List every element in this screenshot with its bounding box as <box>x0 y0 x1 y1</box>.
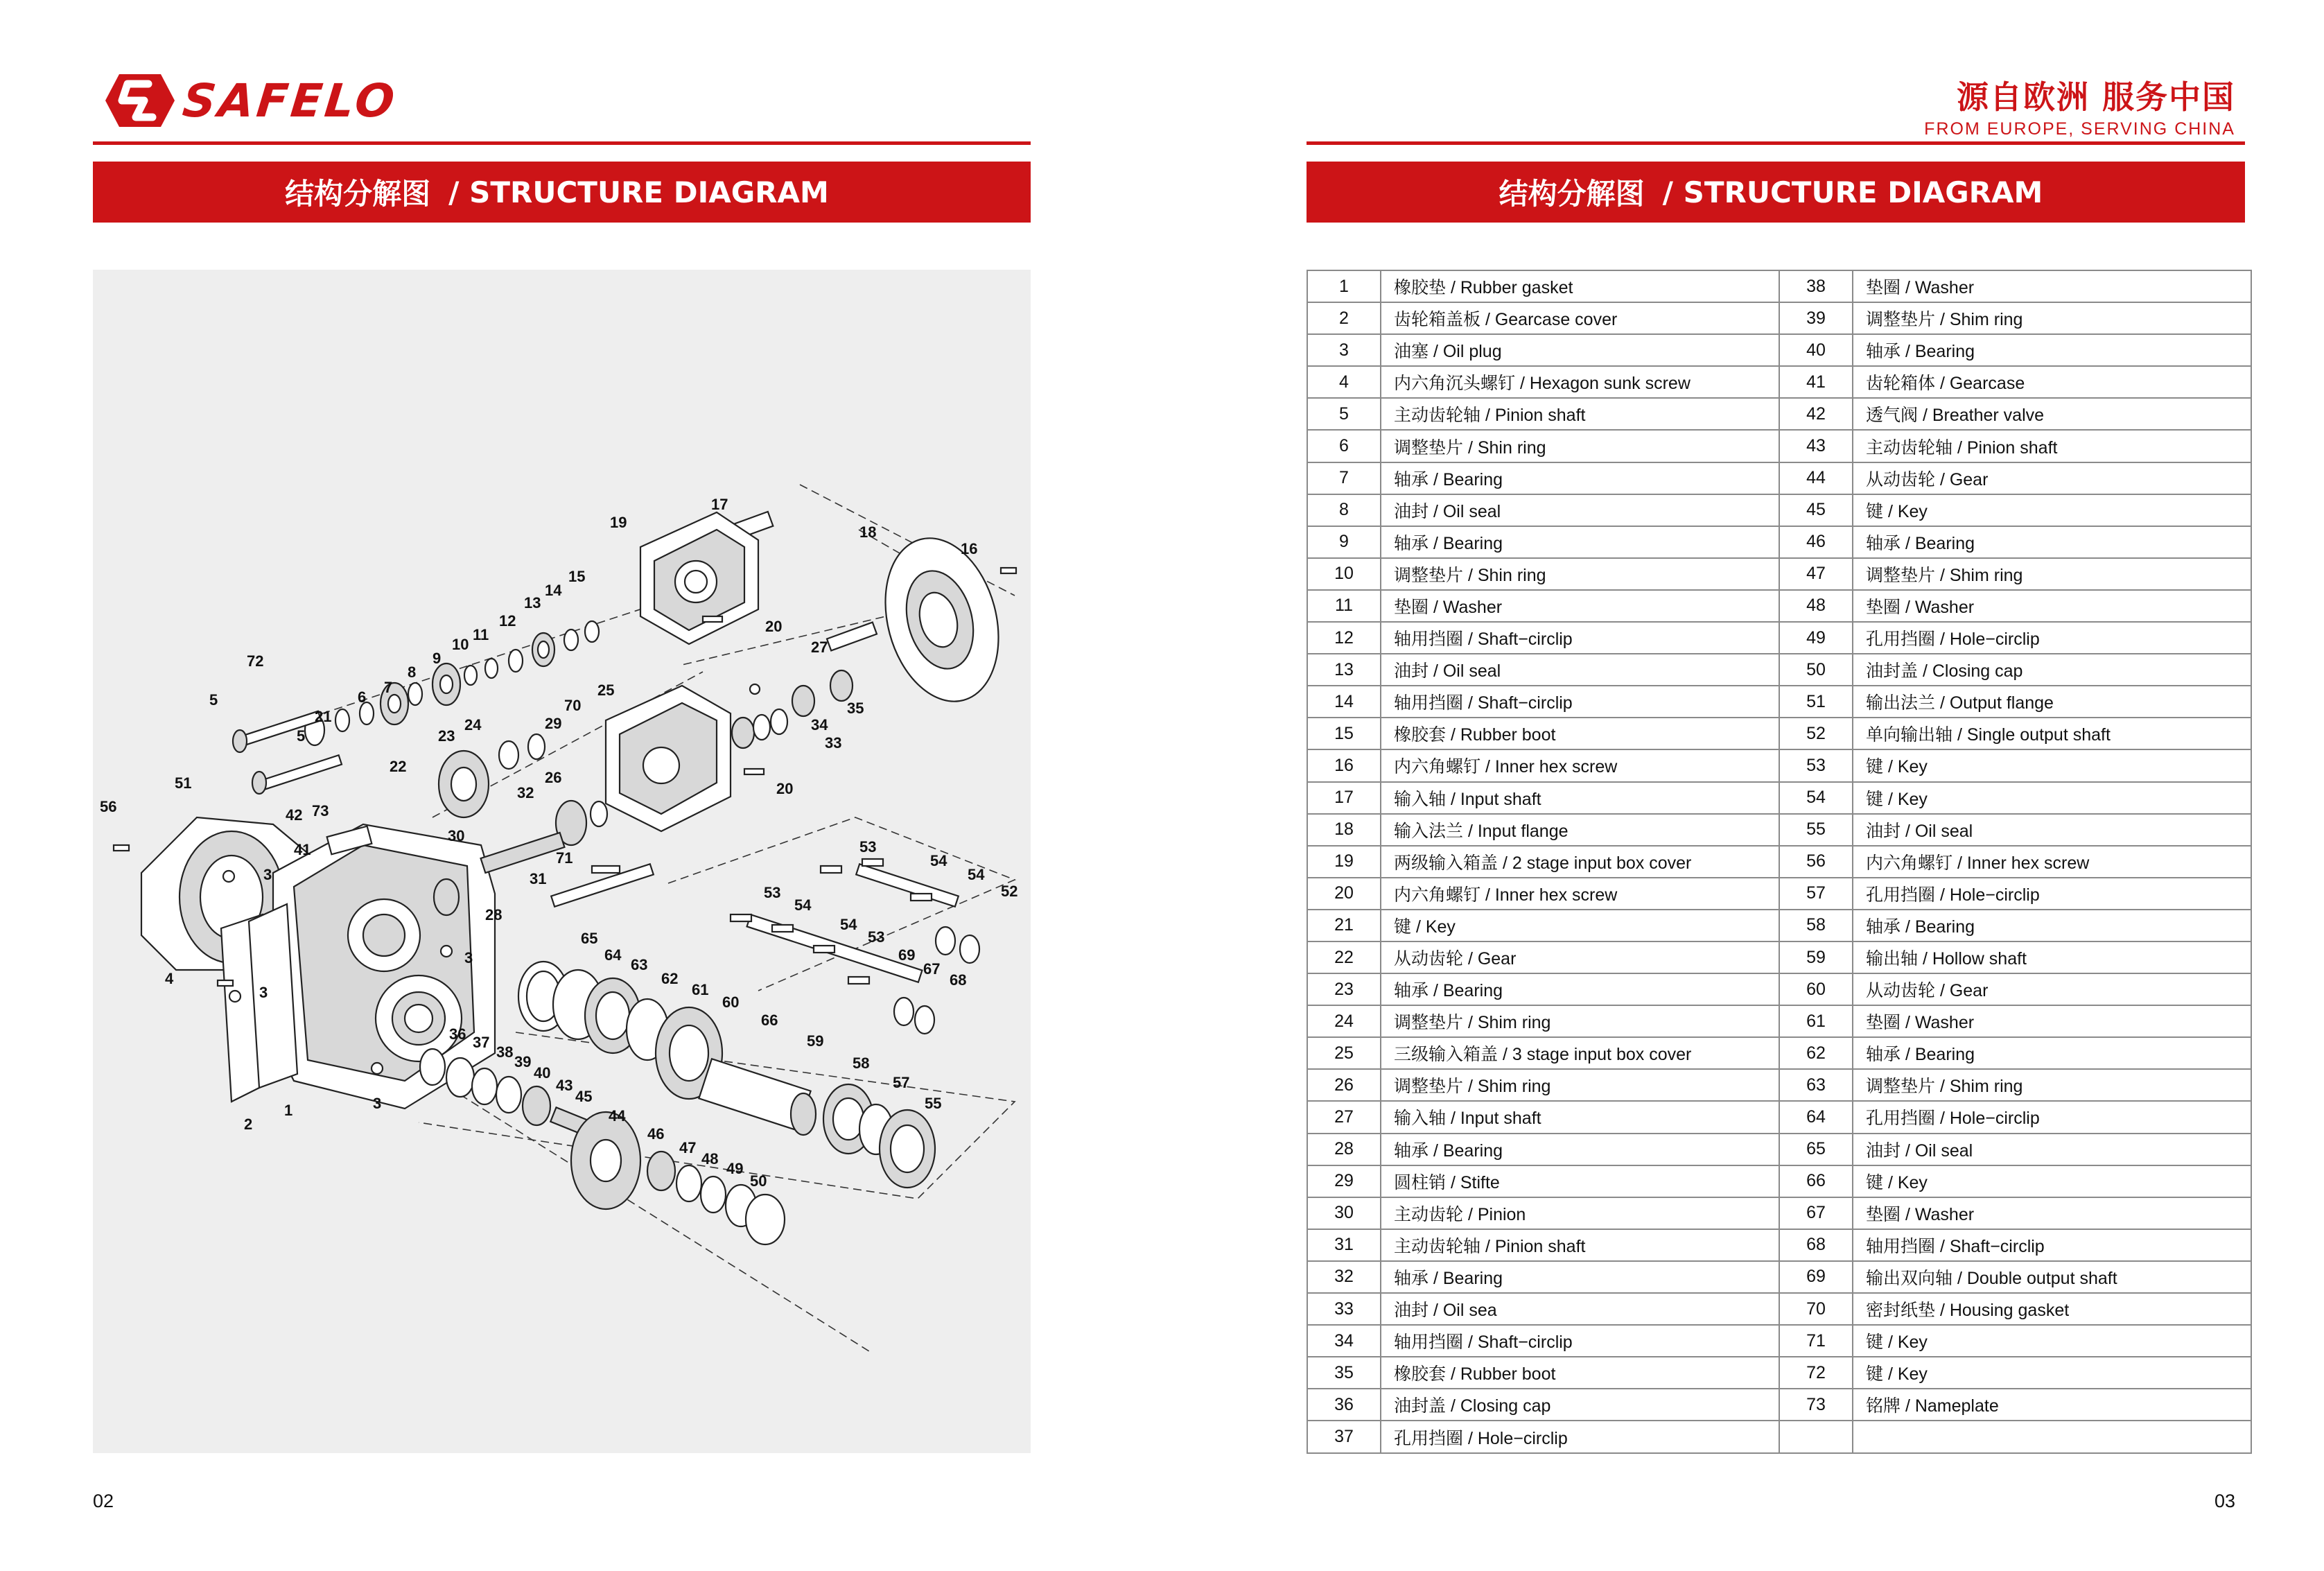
part-description-cell: 橡胶垫 / Rubber gasket <box>1381 270 1779 302</box>
callout-67: 67 <box>923 960 941 978</box>
callout-42: 42 <box>286 806 303 824</box>
callout-28: 28 <box>485 906 503 923</box>
callout-29: 29 <box>545 715 562 732</box>
part-number-cell: 20 <box>1307 878 1381 910</box>
callout-46: 46 <box>647 1125 665 1143</box>
table-row <box>1307 1005 2251 1037</box>
table-row <box>1307 1101 2251 1133</box>
table-row <box>1307 590 2251 622</box>
part-description-cell: 油塞 / Oil plug <box>1381 334 1779 366</box>
callout-43: 43 <box>556 1077 573 1094</box>
callout-59: 59 <box>807 1032 824 1050</box>
part-number-cell: 57 <box>1779 878 1853 910</box>
part-number-cell: 63 <box>1779 1069 1853 1101</box>
callout-21: 21 <box>315 708 332 725</box>
part-description-cell: 圆柱销 / Stifte <box>1381 1165 1779 1197</box>
part-description-cell: 主动齿轮轴 / Pinion shaft <box>1381 1229 1779 1261</box>
part-number-cell: 36 <box>1307 1389 1381 1421</box>
part-number-cell: 17 <box>1307 782 1381 814</box>
input-box-cover-19 <box>640 512 758 644</box>
table-row <box>1307 782 2251 814</box>
part-number-cell: 37 <box>1307 1421 1381 1453</box>
part-description-cell: 橡胶套 / Rubber boot <box>1381 718 1779 749</box>
part-number-cell: 35 <box>1307 1357 1381 1389</box>
callout-62: 62 <box>661 970 679 987</box>
part-description-cell: 调整垫片 / Shim ring <box>1853 1069 2251 1101</box>
callout-9: 9 <box>433 650 442 667</box>
part-number-cell: 50 <box>1779 654 1853 686</box>
callout-47: 47 <box>679 1139 697 1156</box>
table-row <box>1307 941 2251 973</box>
part-description-cell: 油封盖 / Closing cap <box>1853 654 2251 686</box>
callout-40: 40 <box>534 1064 551 1082</box>
table-row <box>1307 814 2251 846</box>
callout-72: 72 <box>247 652 264 670</box>
exploded-diagram <box>93 270 1031 1453</box>
callout-54: 54 <box>840 916 857 933</box>
part-description-cell: 孔用挡圈 / Hole−circlip <box>1853 622 2251 654</box>
part-number-cell: 23 <box>1307 973 1381 1005</box>
part-number-cell: 54 <box>1779 782 1853 814</box>
table-row <box>1307 270 2251 302</box>
output-bearing-set <box>823 1084 935 1188</box>
part-number-cell: 18 <box>1307 814 1381 846</box>
table-row <box>1307 1197 2251 1229</box>
table-row <box>1307 973 2251 1005</box>
callout-2: 2 <box>244 1116 253 1133</box>
callout-49: 49 <box>726 1160 744 1177</box>
table-row <box>1307 558 2251 590</box>
table-row <box>1307 366 2251 398</box>
part-number-cell: 58 <box>1779 910 1853 941</box>
part-number-cell: 46 <box>1779 526 1853 558</box>
callout-54: 54 <box>794 896 812 914</box>
callout-27: 27 <box>811 639 828 656</box>
part-number-cell: 13 <box>1307 654 1381 686</box>
part-description-cell: 内六角螺钉 / Inner hex screw <box>1381 749 1779 781</box>
part-number-cell: 28 <box>1307 1134 1381 1165</box>
table-row <box>1307 1037 2251 1069</box>
callout-48: 48 <box>701 1150 719 1168</box>
callout-3: 3 <box>464 949 473 966</box>
slogan-cn: 源自欧洲 服务中国 <box>1956 78 2235 116</box>
part-number-cell: 39 <box>1779 302 1853 334</box>
table-row <box>1307 749 2251 781</box>
callout-24: 24 <box>464 716 482 734</box>
part-description-cell: 橡胶套 / Rubber boot <box>1381 1357 1779 1389</box>
part-number-cell: 31 <box>1307 1229 1381 1261</box>
part-number-cell: 65 <box>1779 1134 1853 1165</box>
part-number-cell: 43 <box>1779 430 1853 462</box>
table-row <box>1307 878 2251 910</box>
table-row <box>1307 1134 2251 1165</box>
part-description-cell: 铭牌 / Nameplate <box>1853 1389 2251 1421</box>
part-description-cell: 轴承 / Bearing <box>1381 1261 1779 1293</box>
part-description-cell: 轴承 / Bearing <box>1853 526 2251 558</box>
part-description-cell: 从动齿轮 / Gear <box>1853 973 2251 1005</box>
page-number-right: 03 <box>2214 1491 2235 1511</box>
part-description-cell: 主动齿轮 / Pinion <box>1381 1197 1779 1229</box>
part-number-cell: 38 <box>1779 270 1853 302</box>
part-number-cell: 69 <box>1779 1261 1853 1293</box>
callout-6: 6 <box>358 688 367 706</box>
part-description-cell: 两级输入箱盖 / 2 stage input box cover <box>1381 846 1779 878</box>
table-row <box>1307 654 2251 686</box>
callout-10: 10 <box>452 636 469 653</box>
part-number-cell: 42 <box>1779 398 1853 430</box>
part-number-cell: 66 <box>1779 1165 1853 1197</box>
part-description-cell: 键 / Key <box>1853 1325 2251 1357</box>
part-description-cell: 三级输入箱盖 / 3 stage input box cover <box>1381 1037 1779 1069</box>
table-row <box>1307 1069 2251 1101</box>
part-description-cell: 轴承 / Bearing <box>1853 334 2251 366</box>
part-number-cell: 51 <box>1779 686 1853 718</box>
callout-37: 37 <box>473 1034 490 1051</box>
part-description-cell: 油封 / Oil seal <box>1853 814 2251 846</box>
table-row <box>1307 686 2251 718</box>
table-row <box>1307 430 2251 462</box>
table-row <box>1307 622 2251 654</box>
part-number-cell: 68 <box>1779 1229 1853 1261</box>
callout-57: 57 <box>893 1074 910 1091</box>
part-number-cell: 2 <box>1307 302 1381 334</box>
part-number-cell: 15 <box>1307 718 1381 749</box>
callout-15: 15 <box>568 568 586 585</box>
brand-name: SAFELO <box>180 73 400 128</box>
part-description-cell: 从动齿轮 / Gear <box>1853 462 2251 494</box>
part-number-cell: 62 <box>1779 1037 1853 1069</box>
part-description-cell: 轴承 / Bearing <box>1381 462 1779 494</box>
callout-11: 11 <box>473 626 489 643</box>
part-number-cell: 60 <box>1779 973 1853 1005</box>
callout-38: 38 <box>496 1043 514 1061</box>
part-description-cell: 键 / Key <box>1381 910 1779 941</box>
part-number-cell: 9 <box>1307 526 1381 558</box>
banner-title-cn: 结构分解图 <box>1499 177 1645 211</box>
callout-16: 16 <box>961 540 978 557</box>
part-number-cell: 4 <box>1307 366 1381 398</box>
part-number-cell: 32 <box>1307 1261 1381 1293</box>
table-row <box>1307 494 2251 526</box>
table-row <box>1307 1421 2251 1453</box>
part-number-cell: 24 <box>1307 1005 1381 1037</box>
gearcase-cover-plate <box>221 904 297 1102</box>
input-box-cover-25 <box>606 686 731 831</box>
part-number-cell: 59 <box>1779 941 1853 973</box>
part-number-cell: 5 <box>1307 398 1381 430</box>
part-number-cell: 26 <box>1307 1069 1381 1101</box>
callout-55: 55 <box>925 1095 942 1112</box>
part-description-cell: 垫圈 / Washer <box>1853 590 2251 622</box>
callout-17: 17 <box>711 496 728 513</box>
callout-41: 41 <box>294 841 311 858</box>
part-number-cell: 55 <box>1779 814 1853 846</box>
header-rule-left <box>93 141 1031 145</box>
part-number-cell: 33 <box>1307 1293 1381 1325</box>
part-description-cell: 键 / Key <box>1853 749 2251 781</box>
callout-1: 1 <box>284 1102 293 1119</box>
part-number-cell: 22 <box>1307 941 1381 973</box>
part-description-cell: 键 / Key <box>1853 1357 2251 1389</box>
part-number-cell: 70 <box>1779 1293 1853 1325</box>
part-description-cell: 内六角沉头螺钉 / Hexagon sunk screw <box>1381 366 1779 398</box>
part-description-cell: 轴承 / Bearing <box>1381 973 1779 1005</box>
part-description-cell: 输出轴 / Hollow shaft <box>1853 941 2251 973</box>
part-description-cell: 轴承 / Bearing <box>1381 526 1779 558</box>
callout-20: 20 <box>776 780 794 797</box>
callout-51: 51 <box>175 774 192 792</box>
table-row <box>1307 398 2251 430</box>
part-number-cell: 72 <box>1779 1357 1853 1389</box>
part-description-cell: 孔用挡圈 / Hole−circlip <box>1853 1101 2251 1133</box>
table-row <box>1307 1165 2251 1197</box>
part-number-cell: 61 <box>1779 1005 1853 1037</box>
part-description-cell: 调整垫片 / Shin ring <box>1381 558 1779 590</box>
part-description-cell: 油封 / Oil seal <box>1381 654 1779 686</box>
callout-61: 61 <box>692 981 709 998</box>
callout-3: 3 <box>373 1095 382 1112</box>
callout-54: 54 <box>930 852 947 869</box>
part-description-cell: 输出法兰 / Output flange <box>1853 686 2251 718</box>
callout-3: 3 <box>259 984 268 1001</box>
callout-50: 50 <box>750 1172 767 1190</box>
part-number-cell: 19 <box>1307 846 1381 878</box>
part-number-cell: 56 <box>1779 846 1853 878</box>
part-number-cell: 34 <box>1307 1325 1381 1357</box>
part-description-cell: 轴承 / Bearing <box>1853 910 2251 941</box>
part-number-cell: 49 <box>1779 622 1853 654</box>
part-number-cell: 11 <box>1307 590 1381 622</box>
part-number-cell: 21 <box>1307 910 1381 941</box>
part-description-cell: 调整垫片 / Shim ring <box>1853 302 2251 334</box>
part-number-cell: 73 <box>1779 1389 1853 1421</box>
part-description-cell: 垫圈 / Washer <box>1853 1005 2251 1037</box>
callout-69: 69 <box>898 946 916 964</box>
callout-63: 63 <box>631 956 648 973</box>
part-description-cell: 主动齿轮轴 / Pinion shaft <box>1381 398 1779 430</box>
callout-58: 58 <box>853 1054 870 1072</box>
part-description-cell: 输入法兰 / Input flange <box>1381 814 1779 846</box>
part-description-cell: 密封纸垫 / Housing gasket <box>1853 1293 2251 1325</box>
callout-64: 64 <box>604 946 622 964</box>
callout-22: 22 <box>390 758 407 775</box>
callout-31: 31 <box>530 870 547 887</box>
part-number-cell: 27 <box>1307 1101 1381 1133</box>
slogan <box>1924 72 2235 139</box>
callout-26: 26 <box>545 769 562 786</box>
part-description-cell: 油封盖 / Closing cap <box>1381 1389 1779 1421</box>
callout-36: 36 <box>449 1025 466 1043</box>
callout-53: 53 <box>764 884 781 901</box>
callout-5: 5 <box>297 727 306 745</box>
part-description-cell: 调整垫片 / Shim ring <box>1381 1069 1779 1101</box>
banner-title-en: / STRUCTURE DIAGRAM <box>448 175 829 209</box>
callout-53: 53 <box>868 928 885 946</box>
callout-45: 45 <box>575 1088 593 1105</box>
part-description-cell: 齿轮箱盖板 / Gearcase cover <box>1381 302 1779 334</box>
callout-30: 30 <box>448 827 465 844</box>
part-description-cell: 调整垫片 / Shim ring <box>1853 558 2251 590</box>
callout-4: 4 <box>165 970 174 987</box>
callout-60: 60 <box>722 993 740 1011</box>
callout-32: 32 <box>517 784 534 801</box>
brand-logo <box>104 69 400 132</box>
part-description-cell: 轴用挡圈 / Shaft−circlip <box>1381 1325 1779 1357</box>
part-number-cell: 71 <box>1779 1325 1853 1357</box>
callout-66: 66 <box>761 1012 778 1029</box>
callout-25: 25 <box>597 682 615 699</box>
part-description-cell: 油封 / Oil seal <box>1381 494 1779 526</box>
callout-12: 12 <box>499 612 516 630</box>
part-number-cell: 14 <box>1307 686 1381 718</box>
callout-7: 7 <box>384 679 393 696</box>
callout-18: 18 <box>859 523 877 541</box>
part-description-cell: 键 / Key <box>1853 1165 2251 1197</box>
callout-13: 13 <box>524 594 541 611</box>
part-description-cell: 垫圈 / Washer <box>1381 590 1779 622</box>
callout-34: 34 <box>811 716 828 734</box>
exploded-diagram-drawing <box>93 270 1031 1453</box>
part-number-cell: 41 <box>1779 366 1853 398</box>
callout-71: 71 <box>556 849 573 867</box>
banner-title-en: / STRUCTURE DIAGRAM <box>1662 175 2043 209</box>
part-number-cell: 48 <box>1779 590 1853 622</box>
table-row <box>1307 1293 2251 1325</box>
part-number-cell: 52 <box>1779 718 1853 749</box>
callout-5: 5 <box>209 691 218 709</box>
callout-19: 19 <box>610 514 627 531</box>
table-row <box>1307 1389 2251 1421</box>
part-number-cell: 47 <box>1779 558 1853 590</box>
table-row <box>1307 1325 2251 1357</box>
part-description-cell: 垫圈 / Washer <box>1853 1197 2251 1229</box>
page-number-left: 02 <box>93 1491 114 1511</box>
part-number-cell: 8 <box>1307 494 1381 526</box>
table-row <box>1307 1229 2251 1261</box>
part-number-cell: 25 <box>1307 1037 1381 1069</box>
part-number-cell: 10 <box>1307 558 1381 590</box>
callout-23: 23 <box>438 727 455 745</box>
callout-3: 3 <box>263 866 272 883</box>
part-description-cell: 单向输出轴 / Single output shaft <box>1853 718 2251 749</box>
table-row <box>1307 846 2251 878</box>
part-description-cell: 孔用挡圈 / Hole−circlip <box>1853 878 2251 910</box>
callout-14: 14 <box>545 582 562 599</box>
section-banner-right <box>1307 162 2245 223</box>
part-description-cell: 输入轴 / Input shaft <box>1381 782 1779 814</box>
callout-39: 39 <box>514 1053 532 1070</box>
callout-52: 52 <box>1001 883 1018 900</box>
table-row <box>1307 526 2251 558</box>
part-description-cell: 透气阀 / Breather valve <box>1853 398 2251 430</box>
table-row <box>1307 1261 2251 1293</box>
slogan-en: FROM EUROPE, SERVING CHINA <box>1924 119 2235 139</box>
part-description-cell: 调整垫片 / Shin ring <box>1381 430 1779 462</box>
part-number-cell: 3 <box>1307 334 1381 366</box>
part-description-cell: 油封 / Oil sea <box>1381 1293 1779 1325</box>
part-number-cell: 67 <box>1779 1197 1853 1229</box>
part-description-cell: 油封 / Oil seal <box>1853 1134 2251 1165</box>
part-description-cell: 轴用挡圈 / Shaft−circlip <box>1381 686 1779 718</box>
part-description-cell <box>1853 1421 2251 1453</box>
part-description-cell: 内六角螺钉 / Inner hex screw <box>1853 846 2251 878</box>
callout-33: 33 <box>825 734 842 752</box>
part-number-cell: 6 <box>1307 430 1381 462</box>
input-flange-18 <box>868 526 1016 714</box>
part-number-cell <box>1779 1421 1853 1453</box>
part-description-cell: 轴用挡圈 / Shaft−circlip <box>1853 1229 2251 1261</box>
callout-56: 56 <box>100 798 117 815</box>
part-number-cell: 30 <box>1307 1197 1381 1229</box>
section-banner-left <box>93 162 1031 223</box>
part-number-cell: 29 <box>1307 1165 1381 1197</box>
callout-20: 20 <box>765 618 783 635</box>
table-row <box>1307 462 2251 494</box>
part-description-cell: 轴用挡圈 / Shaft−circlip <box>1381 622 1779 654</box>
table-row <box>1307 910 2251 941</box>
part-description-cell: 调整垫片 / Shim ring <box>1381 1005 1779 1037</box>
part-description-cell: 键 / Key <box>1853 494 2251 526</box>
hollow-shaft-59 <box>699 1059 816 1135</box>
part-description-cell: 从动齿轮 / Gear <box>1381 941 1779 973</box>
part-description-cell: 轴承 / Bearing <box>1381 1134 1779 1165</box>
part-description-cell: 垫圈 / Washer <box>1853 270 2251 302</box>
header-rule-right <box>1307 141 2245 145</box>
part-number-cell: 44 <box>1779 462 1853 494</box>
callout-8: 8 <box>408 663 417 681</box>
part-number-cell: 45 <box>1779 494 1853 526</box>
callout-65: 65 <box>581 930 598 947</box>
part-description-cell: 输入轴 / Input shaft <box>1381 1101 1779 1133</box>
callout-73: 73 <box>312 802 329 819</box>
part-number-cell: 7 <box>1307 462 1381 494</box>
callout-70: 70 <box>564 697 582 714</box>
callout-68: 68 <box>950 971 967 989</box>
part-number-cell: 12 <box>1307 622 1381 654</box>
table-row <box>1307 334 2251 366</box>
callout-35: 35 <box>847 700 864 717</box>
callout-54: 54 <box>968 866 985 883</box>
part-description-cell: 孔用挡圈 / Hole−circlip <box>1381 1421 1779 1453</box>
part-number-cell: 64 <box>1779 1101 1853 1133</box>
part-number-cell: 16 <box>1307 749 1381 781</box>
part-description-cell: 轴承 / Bearing <box>1853 1037 2251 1069</box>
callout-53: 53 <box>859 838 877 856</box>
banner-title-cn: 结构分解图 <box>285 177 431 211</box>
part-number-cell: 1 <box>1307 270 1381 302</box>
table-row <box>1307 302 2251 334</box>
part-description-cell: 内六角螺钉 / Inner hex screw <box>1381 878 1779 910</box>
table-row <box>1307 718 2251 749</box>
parts-list-table <box>1307 270 2252 1454</box>
part-description-cell: 键 / Key <box>1853 782 2251 814</box>
part-description-cell: 主动齿轮轴 / Pinion shaft <box>1853 430 2251 462</box>
brand-mark-icon <box>104 71 176 130</box>
part-description-cell: 输出双向轴 / Double output shaft <box>1853 1261 2251 1293</box>
table-row <box>1307 1357 2251 1389</box>
part-number-cell: 53 <box>1779 749 1853 781</box>
part-description-cell: 齿轮箱体 / Gearcase <box>1853 366 2251 398</box>
part-number-cell: 40 <box>1779 334 1853 366</box>
callout-44: 44 <box>609 1107 626 1125</box>
